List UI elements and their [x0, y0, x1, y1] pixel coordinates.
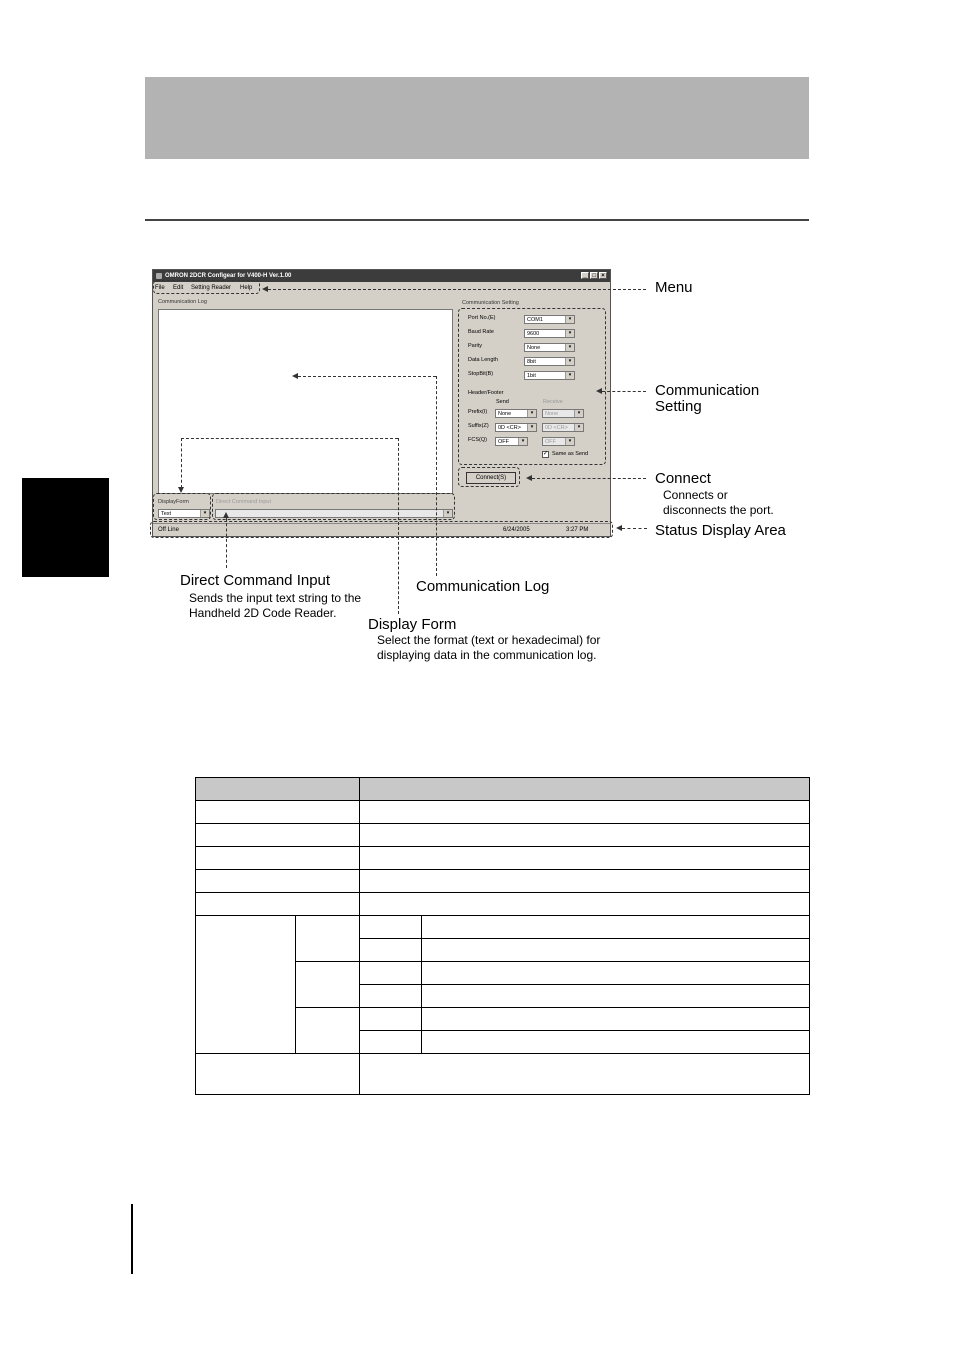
- table-cell: [360, 985, 422, 1008]
- table-cell: [360, 1031, 422, 1054]
- callout-direct-cmd-desc-2: Handheld 2D Code Reader.: [189, 606, 337, 620]
- baud-rate-label: Baud Rate: [468, 329, 494, 335]
- header-footer-label: Header/Footer: [468, 390, 504, 396]
- chevron-down-icon: ▾: [565, 316, 574, 323]
- prefix-label: Prefix(I): [468, 409, 488, 415]
- arrow-left-icon: [292, 373, 298, 379]
- menu-setting-reader[interactable]: Setting Reader: [191, 285, 232, 291]
- same-as-send-label: Same as Send: [552, 451, 589, 457]
- display-form-highlight: [153, 493, 211, 520]
- table-cell: [196, 824, 360, 847]
- table-cell: [360, 962, 422, 985]
- table-cell: [196, 870, 360, 893]
- prefix-receive-select[interactable]: None ▾: [542, 409, 584, 418]
- direct-cmd-leader: [226, 518, 227, 568]
- menu-edit[interactable]: Edit: [173, 285, 184, 291]
- parity-label: Parity: [468, 343, 483, 349]
- table-row: [196, 847, 810, 870]
- table-cell: [422, 985, 810, 1008]
- comm-log-leader-v: [436, 376, 437, 576]
- chevron-down-icon: ▾: [574, 424, 583, 431]
- suffix-receive-select[interactable]: 0D <CR> ▾: [542, 423, 584, 432]
- app-icon: [156, 273, 162, 279]
- table-row: [196, 1054, 810, 1095]
- callout-display-form: Display Form: [368, 616, 457, 633]
- status-time: 3:27 PM: [566, 527, 589, 533]
- table-row: [196, 870, 810, 893]
- stop-bit-label: StopBit(B): [468, 371, 494, 377]
- fcs-send-select[interactable]: OFF ▾: [495, 437, 528, 446]
- callout-display-form-desc-1: Select the format (text or hexadecimal) for: [377, 633, 601, 647]
- arrow-down-icon: [178, 487, 184, 493]
- display-form-leader-v2: [398, 438, 399, 614]
- table-cell: [196, 801, 360, 824]
- communication-setting-highlight: [458, 308, 606, 465]
- callout-comm-log: Communication Log: [416, 578, 550, 595]
- callout-connect-desc-1: Connects or: [663, 488, 728, 502]
- arrow-left-icon: [526, 475, 532, 481]
- table-cell: [296, 916, 360, 962]
- comm-log-leader-h: [298, 376, 436, 377]
- table-cell: [422, 1031, 810, 1054]
- display-form-select[interactable]: Text ▾: [158, 509, 210, 518]
- chevron-down-icon: ▾: [527, 424, 536, 431]
- table-cell: [196, 847, 360, 870]
- chevron-down-icon: ▾: [565, 344, 574, 351]
- table-cell: [196, 893, 360, 916]
- display-form-label: DisplayForm: [158, 499, 189, 505]
- direct-command-highlight: [212, 493, 455, 520]
- close-icon[interactable]: ×: [599, 272, 607, 279]
- callout-display-form-desc-2: displaying data in the communication log.: [377, 648, 597, 662]
- table-cell: [422, 916, 810, 939]
- chevron-down-icon: ▾: [565, 438, 574, 445]
- status-leader: [622, 528, 647, 529]
- section-rule: [145, 219, 809, 221]
- arrow-left-icon: [596, 388, 602, 394]
- table-row: [196, 801, 810, 824]
- prefix-send-select[interactable]: None ▾: [495, 409, 537, 418]
- fcs-receive-select[interactable]: OFF ▾: [542, 437, 575, 446]
- side-tab: [22, 478, 109, 577]
- menu-highlight: [153, 280, 260, 294]
- direct-command-label: Direct Command Input: [216, 499, 272, 505]
- chevron-down-icon: ▾: [565, 372, 574, 379]
- footer-rule: [131, 1204, 133, 1274]
- callout-direct-cmd: Direct Command Input: [180, 572, 331, 589]
- connect-highlight: [458, 467, 520, 487]
- comm-setting-leader: [602, 391, 646, 392]
- table-cell: [360, 939, 422, 962]
- receive-label: Receive: [543, 399, 563, 405]
- table-row: [196, 893, 810, 916]
- table-cell: [360, 870, 810, 893]
- table-cell: [296, 962, 360, 1008]
- menu-help[interactable]: Help: [240, 285, 253, 291]
- chevron-down-icon: ▾: [574, 410, 583, 417]
- table-cell: [360, 893, 810, 916]
- callout-comm-setting-1: Communication: [655, 382, 760, 399]
- display-form-leader-h: [181, 438, 398, 439]
- menu-file[interactable]: File: [155, 285, 165, 291]
- table-cell: [360, 1008, 422, 1031]
- table-cell: [360, 916, 422, 939]
- connect-leader: [532, 478, 646, 479]
- table-cell: [422, 962, 810, 985]
- table-cell: [196, 916, 296, 1054]
- callout-connect: Connect: [655, 470, 711, 487]
- callout-comm-setting-2: Setting: [655, 398, 702, 415]
- arrow-left-icon: [616, 525, 622, 531]
- data-length-select[interactable]: 8bit ▾: [524, 357, 575, 366]
- chevron-down-icon: ▾: [565, 330, 574, 337]
- callout-direct-cmd-desc-1: Sends the input text string to the: [189, 591, 362, 605]
- arrow-left-icon: [262, 286, 268, 292]
- communication-log-area[interactable]: [158, 309, 453, 494]
- connect-button[interactable]: Connect(S): [466, 472, 516, 484]
- table-cell: [422, 939, 810, 962]
- same-as-send-checkbox[interactable]: ✓: [543, 451, 549, 457]
- communication-log-label: Communication Log: [158, 299, 207, 305]
- status-mode: Off Line: [158, 527, 179, 533]
- parity-select[interactable]: None ▾: [524, 343, 575, 352]
- data-length-label: Data Length: [468, 357, 498, 363]
- callout-status-area: Status Display Area: [655, 522, 786, 539]
- table-header-cell: [196, 778, 360, 801]
- table-header-row: [196, 778, 810, 801]
- stop-bit-select[interactable]: 1bit ▾: [524, 371, 575, 380]
- suffix-send-select[interactable]: 0D <CR> ▾: [495, 423, 537, 432]
- table-cell: [422, 1008, 810, 1031]
- status-area-highlight: [150, 521, 613, 538]
- fcs-label: FCS(Q): [468, 437, 487, 443]
- port-label: Port No.(E): [468, 315, 496, 321]
- maximize-icon[interactable]: □: [590, 272, 598, 279]
- table-cell: [360, 1054, 810, 1095]
- chevron-down-icon: ▾: [200, 510, 209, 517]
- callout-menu: Menu: [655, 279, 693, 296]
- port-select[interactable]: COM1 ▾: [524, 315, 575, 324]
- chevron-down-icon: ▾: [565, 358, 574, 365]
- chevron-down-icon: ▾: [443, 510, 452, 517]
- table-row: [196, 916, 810, 939]
- header-band: [145, 77, 809, 159]
- table-cell: [196, 1054, 360, 1095]
- table-cell: [360, 847, 810, 870]
- send-label: Send: [496, 399, 509, 405]
- table-cell: [360, 801, 810, 824]
- chevron-down-icon: ▾: [527, 410, 536, 417]
- baud-rate-select[interactable]: 9600 ▾: [524, 329, 575, 338]
- suffix-label: Suffix(Z): [468, 423, 489, 429]
- table-cell: [296, 1008, 360, 1054]
- chevron-down-icon: ▾: [518, 438, 527, 445]
- communication-setting-label: Communication Setting: [462, 300, 519, 306]
- spec-table: [195, 777, 810, 1095]
- table-cell: [360, 824, 810, 847]
- table-row: [196, 824, 810, 847]
- display-form-leader-v1: [181, 438, 182, 488]
- callout-connect-desc-2: disconnects the port.: [663, 503, 774, 517]
- window-title: OMRON 2DCR Configear for V400-H Ver.1.00: [165, 273, 292, 279]
- table-header-cell: [360, 778, 810, 801]
- status-date: 6/24/2005: [503, 527, 530, 533]
- minimize-icon[interactable]: _: [581, 272, 589, 279]
- menu-leader: [268, 289, 646, 290]
